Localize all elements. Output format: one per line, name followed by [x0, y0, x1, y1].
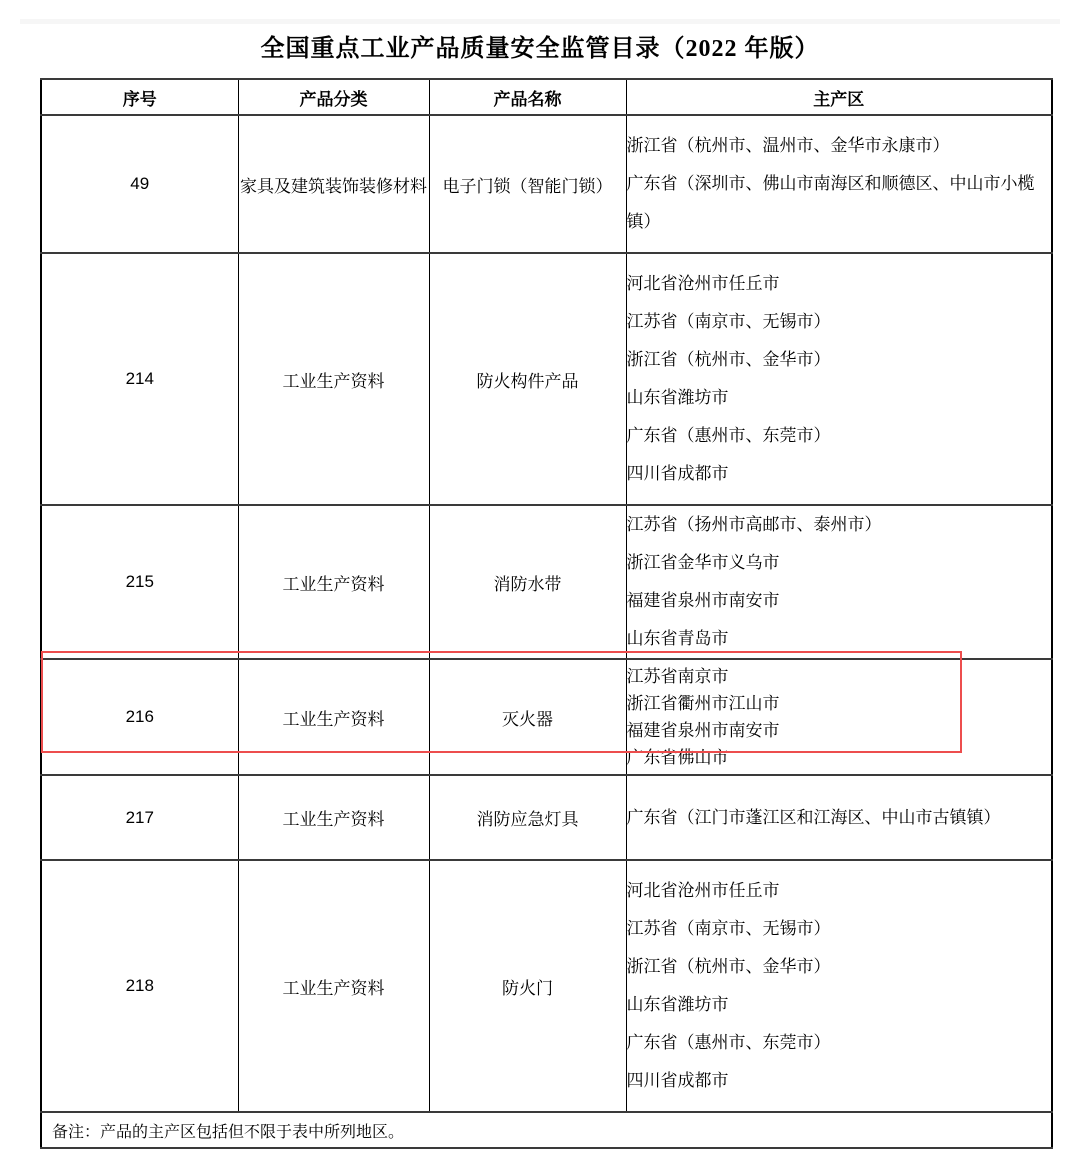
top-divider [20, 19, 1060, 24]
region-line: 河北省沧州市任丘市 [626, 881, 780, 900]
cell-product-name: 防火门 [429, 860, 626, 1112]
region-line: 广东省（惠州市、东莞市） [626, 426, 831, 445]
header-main-production-area: 主产区 [626, 79, 1052, 115]
cell-main-production-area [626, 115, 1052, 253]
cell-product-name: 消防水带 [429, 505, 626, 659]
region-line: 广东省（深圳市、佛山市南海区和顺德区、中山市小榄镇） [626, 174, 1035, 231]
region-line: 山东省潍坊市 [626, 388, 729, 407]
region-line: 浙江省金华市义乌市 [626, 553, 780, 572]
header-product-name: 产品名称 [429, 79, 626, 115]
header-serial-number: 序号 [41, 79, 238, 115]
cell-product-category: 工业生产资料 [238, 860, 429, 1112]
table-row [41, 115, 1052, 253]
table-row [41, 505, 1052, 659]
cell-main-production-area [626, 775, 1052, 860]
region-line: 浙江省（杭州市、金华市） [626, 957, 831, 976]
region-line: 江苏省（南京市、无锡市） [626, 919, 831, 938]
region-line: 福建省泉州市南安市 [626, 721, 780, 740]
cell-product-name: 灭火器 [429, 659, 626, 775]
cell-product-category: 工业生产资料 [238, 505, 429, 659]
region-line: 浙江省（杭州市、金华市） [626, 350, 831, 369]
note-text: 备注：产品的主产区包括但不限于表中所列地区。 [41, 1112, 1052, 1148]
cell-serial-number: 214 [41, 253, 238, 505]
region-line: 江苏省（扬州市高邮市、泰州市） [626, 515, 882, 534]
region-line: 浙江省（杭州市、温州市、金华市永康市） [626, 136, 950, 155]
region-line: 广东省（江门市蓬江区和江海区、中山市古镇镇） [626, 807, 1001, 827]
cell-product-category: 工业生产资料 [238, 659, 429, 775]
cell-serial-number: 216 [41, 659, 238, 775]
table-row [41, 253, 1052, 505]
region-line: 江苏省（南京市、无锡市） [626, 312, 831, 331]
region-line: 浙江省衢州市江山市 [626, 694, 780, 713]
region-line: 广东省佛山市 [626, 748, 729, 767]
cell-main-production-area [626, 659, 1052, 775]
cell-product-category: 工业生产资料 [238, 253, 429, 505]
cell-product-name: 电子门锁（智能门锁） [429, 115, 626, 253]
header-row [41, 79, 1052, 115]
cell-product-category: 工业生产资料 [238, 775, 429, 860]
cell-product-name: 防火构件产品 [429, 253, 626, 505]
table-row [41, 860, 1052, 1112]
cell-main-production-area [626, 253, 1052, 505]
catalog-table [40, 78, 1053, 1149]
region-line: 山东省青岛市 [626, 629, 729, 648]
region-line: 福建省泉州市南安市 [626, 591, 780, 610]
note-row [41, 1112, 1052, 1148]
cell-serial-number: 218 [41, 860, 238, 1112]
cell-product-name: 消防应急灯具 [429, 775, 626, 860]
region-line: 四川省成都市 [626, 464, 729, 483]
cell-serial-number: 215 [41, 505, 238, 659]
region-line: 山东省潍坊市 [626, 995, 729, 1014]
page-title: 全国重点工业产品质量安全监管目录（2022 年版） [260, 36, 820, 62]
region-line: 河北省沧州市任丘市 [626, 274, 780, 293]
table-row [41, 659, 1052, 775]
region-line: 江苏省南京市 [626, 667, 729, 686]
cell-serial-number: 217 [41, 775, 238, 860]
table-row [41, 775, 1052, 860]
region-line: 四川省成都市 [626, 1071, 729, 1090]
header-product-category: 产品分类 [238, 79, 429, 115]
region-line: 广东省（惠州市、东莞市） [626, 1033, 831, 1052]
cell-main-production-area [626, 505, 1052, 659]
cell-serial-number: 49 [41, 115, 238, 253]
cell-product-category: 家具及建筑装饰装修材料 [238, 115, 429, 253]
cell-main-production-area [626, 860, 1052, 1112]
catalog-table-body [41, 115, 1052, 1112]
